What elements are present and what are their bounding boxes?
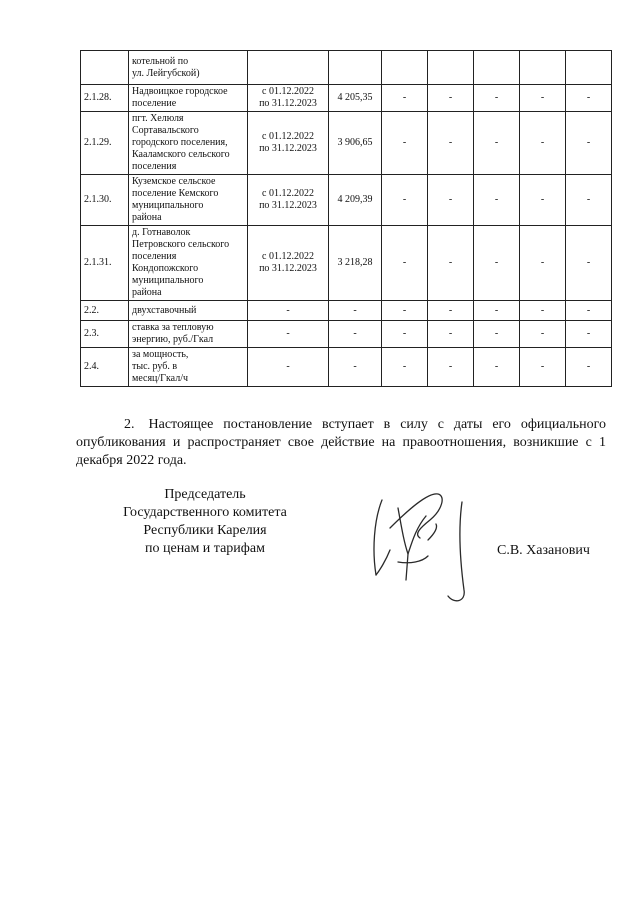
row-period-cell: с 01.12.2022 по 31.12.2023 bbox=[248, 226, 329, 301]
row-dash-cell: - bbox=[566, 226, 612, 301]
tariff-table-body bbox=[81, 51, 612, 387]
row-period-cell: с 01.12.2022 по 31.12.2023 bbox=[248, 85, 329, 112]
signatory-title-line: по ценам и тарифам bbox=[145, 541, 265, 556]
paragraph-2: 2. Настоящее постановление вступает в силу с даты его официального опубликования и распространяет свое действие на правоотношения, возникшие с 1 декабря 2022 года. bbox=[76, 417, 606, 468]
row-dash-cell: - bbox=[428, 85, 474, 112]
row-dash-cell bbox=[428, 51, 474, 85]
row-dash-cell: - bbox=[566, 112, 612, 175]
row-dash-cell: - bbox=[566, 321, 612, 348]
row-dash-cell: - bbox=[520, 85, 566, 112]
row-number-cell: 2.2. bbox=[81, 301, 129, 321]
row-dash-cell: - bbox=[382, 175, 428, 226]
row-name-cell: пгт. Хелюля Сортавальского городского поселения, Кааламского сельского поселения bbox=[129, 112, 248, 175]
row-dash-cell: - bbox=[520, 321, 566, 348]
row-number-cell: 2.4. bbox=[81, 348, 129, 387]
row-dash-cell: - bbox=[474, 226, 520, 301]
row-value-cell: - bbox=[329, 321, 382, 348]
row-dash-cell: - bbox=[474, 321, 520, 348]
table-row bbox=[81, 226, 612, 301]
row-number-cell: 2.1.28. bbox=[81, 85, 129, 112]
row-number-cell bbox=[81, 51, 129, 85]
handwritten-signature-icon bbox=[368, 480, 508, 610]
row-dash-cell: - bbox=[428, 348, 474, 387]
row-name-cell: двухставочный bbox=[129, 301, 248, 321]
row-period-cell: - bbox=[248, 301, 329, 321]
table-row bbox=[81, 112, 612, 175]
row-dash-cell: - bbox=[520, 112, 566, 175]
signatory-title-line: Государственного комитета bbox=[123, 505, 287, 520]
row-dash-cell: - bbox=[520, 301, 566, 321]
row-dash-cell bbox=[566, 51, 612, 85]
row-value-cell: 3 906,65 bbox=[329, 112, 382, 175]
row-period-cell bbox=[248, 51, 329, 85]
row-period-cell: - bbox=[248, 348, 329, 387]
row-dash-cell: - bbox=[474, 175, 520, 226]
row-dash-cell: - bbox=[428, 226, 474, 301]
table-row bbox=[81, 175, 612, 226]
row-dash-cell bbox=[474, 51, 520, 85]
row-value-cell bbox=[329, 51, 382, 85]
row-dash-cell bbox=[382, 51, 428, 85]
row-period-cell: - bbox=[248, 321, 329, 348]
row-dash-cell: - bbox=[382, 112, 428, 175]
row-dash-cell bbox=[520, 51, 566, 85]
signatory-title-line: Председатель bbox=[164, 487, 246, 502]
signatory-title-line: Республики Карелия bbox=[143, 523, 267, 538]
row-dash-cell: - bbox=[382, 301, 428, 321]
row-name-cell: котельной по ул. Лейгубской) bbox=[129, 51, 248, 85]
row-name-cell: Надвоицкое городское поселение bbox=[129, 85, 248, 112]
row-value-cell: 4 209,39 bbox=[329, 175, 382, 226]
row-dash-cell: - bbox=[566, 175, 612, 226]
row-dash-cell: - bbox=[520, 226, 566, 301]
row-name-cell: ставка за тепловую энергию, руб./Гкал bbox=[129, 321, 248, 348]
table-row bbox=[81, 321, 612, 348]
row-dash-cell: - bbox=[428, 301, 474, 321]
row-dash-cell: - bbox=[382, 321, 428, 348]
row-value-cell: 3 218,28 bbox=[329, 226, 382, 301]
row-dash-cell: - bbox=[474, 301, 520, 321]
row-value-cell: - bbox=[329, 301, 382, 321]
signatory-name: С.В. Хазанович bbox=[497, 543, 590, 558]
row-dash-cell: - bbox=[428, 321, 474, 348]
row-dash-cell: - bbox=[566, 85, 612, 112]
table-row bbox=[81, 301, 612, 321]
tariff-table bbox=[80, 50, 612, 387]
row-dash-cell: - bbox=[474, 348, 520, 387]
row-name-cell: д. Готнаволок Петровского сельского поселения Кондопожского муниципального района bbox=[129, 226, 248, 301]
row-name-cell: Куземское сельское поселение Кемского муниципального района bbox=[129, 175, 248, 226]
row-period-cell: с 01.12.2022 по 31.12.2023 bbox=[248, 112, 329, 175]
signatory-title bbox=[100, 486, 310, 558]
row-dash-cell: - bbox=[520, 348, 566, 387]
row-name-cell: за мощность, тыс. руб. в месяц/Гкал/ч bbox=[129, 348, 248, 387]
row-dash-cell: - bbox=[566, 301, 612, 321]
row-value-cell: 4 205,35 bbox=[329, 85, 382, 112]
row-dash-cell: - bbox=[382, 348, 428, 387]
row-period-cell: с 01.12.2022 по 31.12.2023 bbox=[248, 175, 329, 226]
row-number-cell: 2.3. bbox=[81, 321, 129, 348]
row-dash-cell: - bbox=[520, 175, 566, 226]
row-dash-cell: - bbox=[474, 85, 520, 112]
row-dash-cell: - bbox=[382, 226, 428, 301]
table-row bbox=[81, 348, 612, 387]
row-dash-cell: - bbox=[474, 112, 520, 175]
row-dash-cell: - bbox=[428, 175, 474, 226]
row-dash-cell: - bbox=[428, 112, 474, 175]
table-row bbox=[81, 85, 612, 112]
row-value-cell: - bbox=[329, 348, 382, 387]
row-number-cell: 2.1.30. bbox=[81, 175, 129, 226]
row-dash-cell: - bbox=[382, 85, 428, 112]
row-dash-cell: - bbox=[566, 348, 612, 387]
row-number-cell: 2.1.29. bbox=[81, 112, 129, 175]
table-row bbox=[81, 51, 612, 85]
row-number-cell: 2.1.31. bbox=[81, 226, 129, 301]
